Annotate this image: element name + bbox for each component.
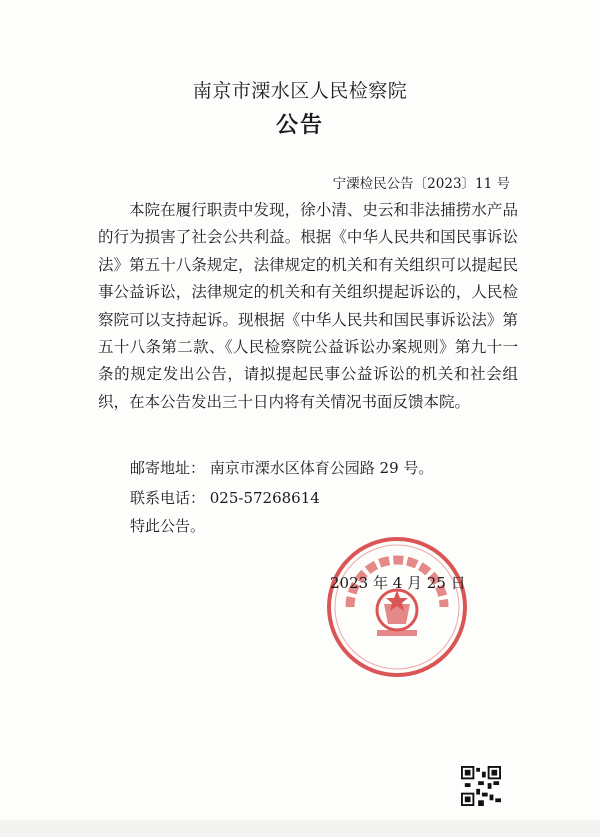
closing-statement: 特此公告。	[130, 517, 206, 535]
organization-title: 南京市溧水区人民检察院	[192, 80, 408, 102]
notice-date: 2023 年 4 月 25 日	[330, 574, 466, 592]
notice-title: 公告	[275, 113, 324, 138]
mail-address: 邮寄地址： 南京市溧水区体育公园路 29 号。	[130, 459, 434, 477]
official-seal-stamp-icon	[322, 532, 472, 682]
notice-body-paragraph: 本院在履行职责中发现，徐小清、史云和非法捕捞水产品的行为损害了社会公共利益。根据《中华人民共和国民事诉讼法》第五十八条规定，法律规定的机关和有关组织可以提起民事公益诉讼，法律规定的机关和有关组织提起诉讼的，人民检察院可以支持起诉。现根据《中华人民共和国民事诉讼法》第五十八条第二款、《人民检察院公益诉讼办案规则》第九十一条的规定发出公告，请拟提起民事公益诉讼的机关和社会组织，在本公告发出三十日内将有关情况书面反馈本院。	[98, 201, 518, 411]
contact-phone: 联系电话： 025-57268614	[130, 489, 320, 507]
document-number: 宁溧检民公告〔2023〕11 号	[332, 176, 510, 192]
qr-code-icon	[461, 766, 501, 806]
scan-edge	[0, 820, 600, 837]
